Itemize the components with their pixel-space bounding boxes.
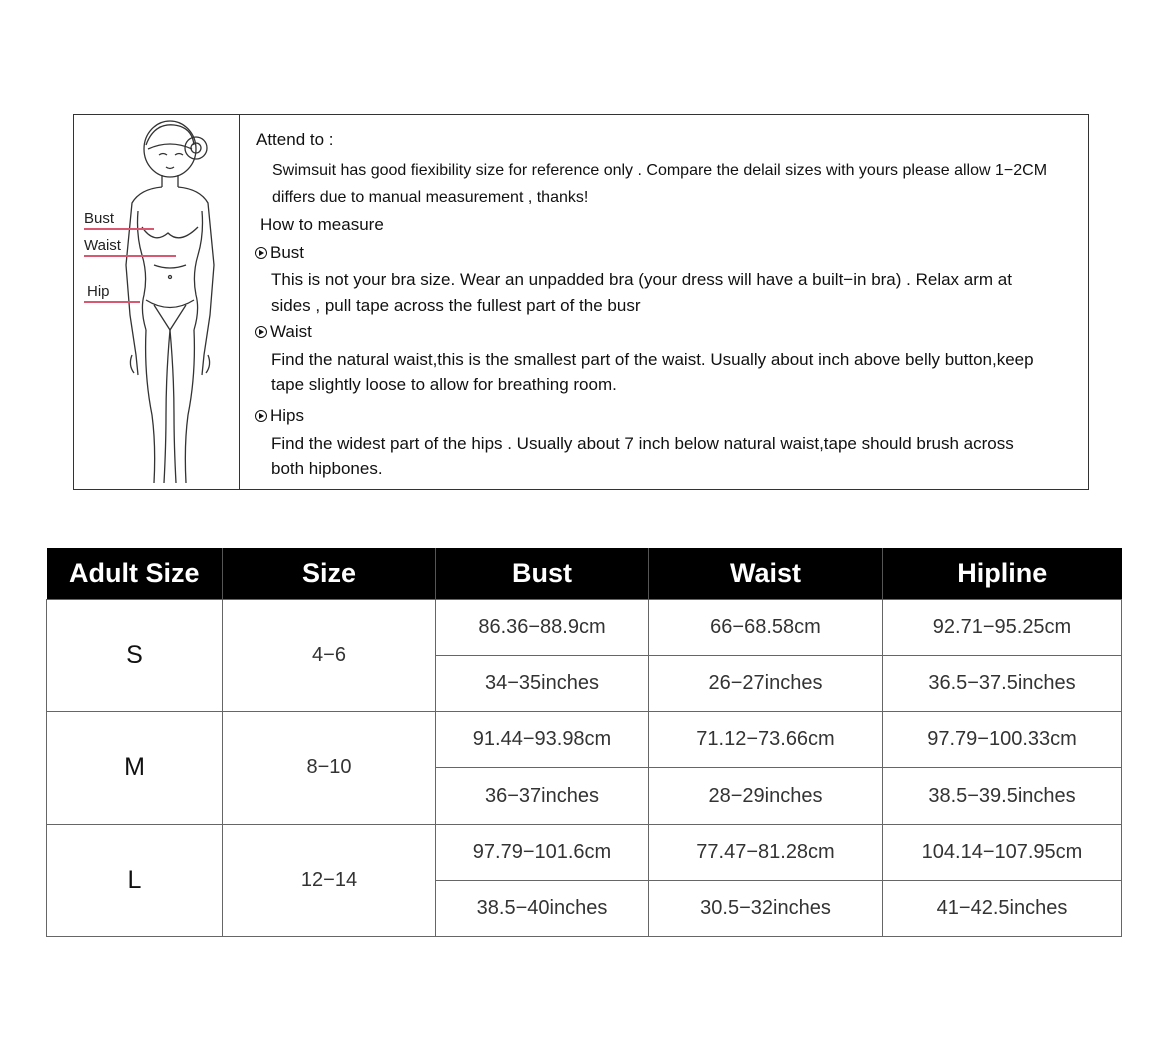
size-range-cell: 4−6: [223, 600, 436, 712]
figure-label-hip: Hip: [87, 283, 110, 300]
hipline-cm-cell: 104.14−107.95cm: [883, 824, 1122, 880]
figure-label-bust: Bust: [84, 210, 115, 227]
waist-inches-cell: 28−29inches: [649, 768, 883, 824]
header-waist: Waist: [649, 548, 883, 600]
bust-text-line-1: This is not your bra size. Wear an unpadded bra (your dress will have a built−in bra) . Relax arm at: [271, 270, 1012, 289]
play-bullet-icon: [255, 410, 267, 422]
header-size: Size: [223, 548, 436, 600]
bust-section-title: Bust: [255, 243, 304, 263]
waist-cm-cell: 77.47−81.28cm: [649, 824, 883, 880]
body-figure-illustration: [74, 115, 240, 491]
bust-cm-cell: 91.44−93.98cm: [436, 712, 649, 768]
attend-text-line-1: Swimsuit has good fiexibility size for reference only . Compare the delail sizes with yours please allow 1−2CM: [272, 162, 1048, 179]
play-bullet-icon: [255, 326, 267, 338]
bust-inches-cell: 34−35inches: [436, 656, 649, 712]
hipline-cm-cell: 92.71−95.25cm: [883, 600, 1122, 656]
play-bullet-icon: [255, 247, 267, 259]
hips-text-line-1: Find the widest part of the hips . Usually about 7 inch below natural waist,tape should brush across: [271, 434, 1014, 453]
hips-text-line-2: both hipbones.: [271, 459, 383, 478]
adult-size-cell: L: [47, 824, 223, 936]
bust-text-line-2: sides , pull tape across the fullest part of the busr: [271, 296, 641, 315]
waist-cm-cell: 66−68.58cm: [649, 600, 883, 656]
hipline-cm-cell: 97.79−100.33cm: [883, 712, 1122, 768]
hipline-inches-cell: 38.5−39.5inches: [883, 768, 1122, 824]
header-hipline: Hipline: [883, 548, 1122, 600]
size-chart-table: [46, 548, 1122, 937]
waist-section-title: Waist: [255, 322, 312, 342]
waist-cm-cell: 71.12−73.66cm: [649, 712, 883, 768]
hips-section-title: Hips: [255, 406, 304, 426]
table-header-row: [47, 548, 1122, 600]
table-row: [47, 824, 1122, 880]
bust-inches-cell: 38.5−40inches: [436, 880, 649, 936]
adult-size-cell: S: [47, 600, 223, 712]
size-range-cell: 8−10: [223, 712, 436, 824]
hip-measure-line: [84, 301, 140, 303]
attend-text-line-2: differs due to manual measurement , thanks!: [272, 189, 589, 206]
figure-label-waist: Waist: [84, 237, 121, 254]
hipline-inches-cell: 36.5−37.5inches: [883, 656, 1122, 712]
waist-inches-cell: 26−27inches: [649, 656, 883, 712]
measurement-guide: [73, 114, 1089, 490]
waist-text-line-1: Find the natural waist,this is the smallest part of the waist. Usually about inch above belly button,keep: [271, 350, 1034, 369]
bust-inches-cell: 36−37inches: [436, 768, 649, 824]
waist-measure-line: [84, 255, 176, 257]
waist-text-line-2: tape slightly loose to allow for breathing room.: [271, 375, 617, 394]
how-to-measure-title: How to measure: [260, 215, 384, 234]
size-range-cell: 12−14: [223, 824, 436, 936]
body-figure-panel: [74, 115, 240, 489]
header-bust: Bust: [436, 548, 649, 600]
bust-cm-cell: 97.79−101.6cm: [436, 824, 649, 880]
header-adult-size: Adult Size: [47, 548, 223, 600]
adult-size-cell: M: [47, 712, 223, 824]
table-row: [47, 600, 1122, 656]
waist-inches-cell: 30.5−32inches: [649, 880, 883, 936]
bust-cm-cell: 86.36−88.9cm: [436, 600, 649, 656]
table-row: [47, 712, 1122, 768]
bust-measure-line: [84, 228, 154, 230]
attend-title: Attend to :: [256, 130, 334, 149]
hipline-inches-cell: 41−42.5inches: [883, 880, 1122, 936]
